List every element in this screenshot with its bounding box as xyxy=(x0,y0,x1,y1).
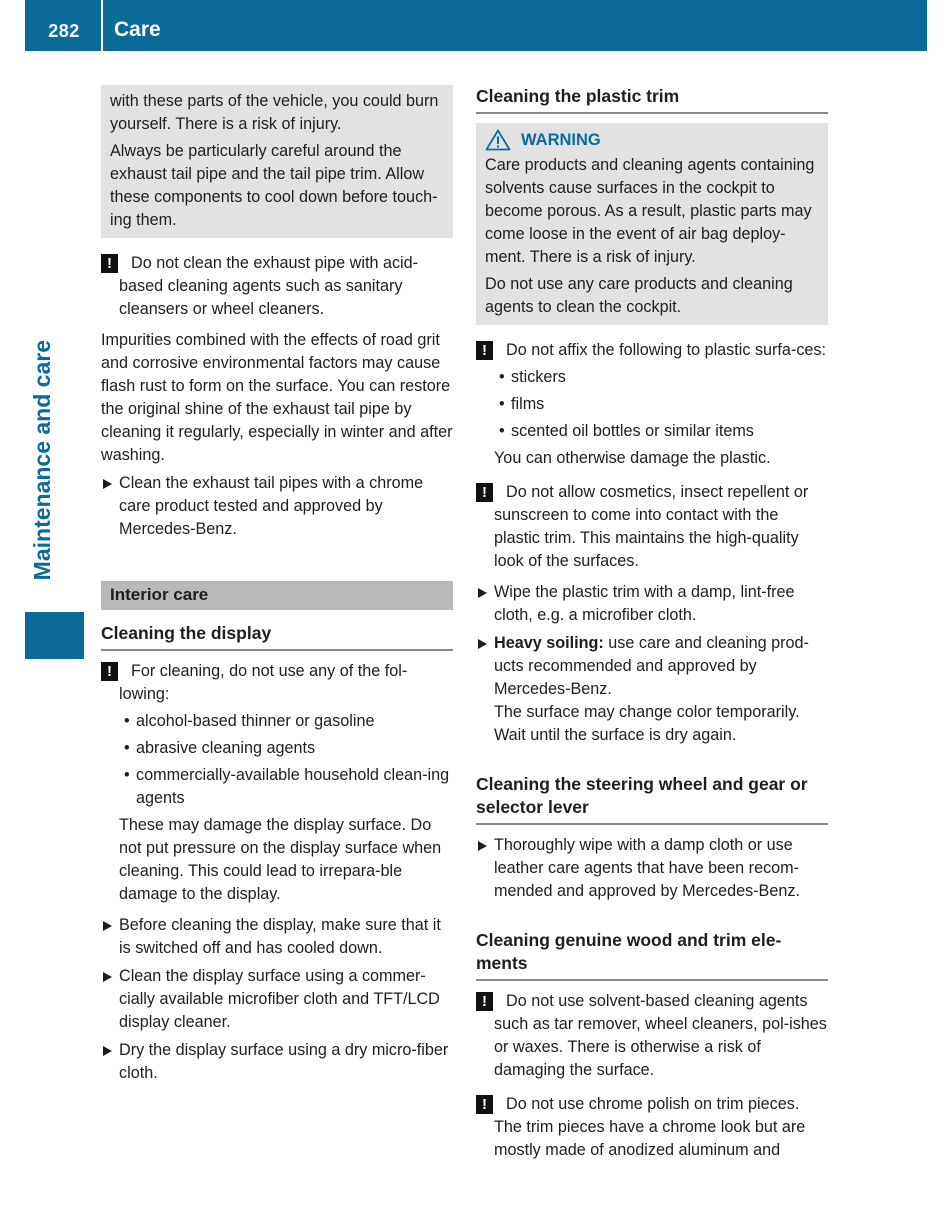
step-text: Thoroughly wipe with a damp cloth or use leather care agents that have been recom-mended and approved by Mercedes-Benz. xyxy=(494,836,800,900)
warning-text: with these parts of the vehicle, you could burn yourself. There is a risk of injury. xyxy=(110,92,439,133)
warning-text: Care products and cleaning agents containing solvents cause surfaces in the cockpit to become porous. As a result, plastic parts may come loose in the event of air bag deploy-ment. There is a risk of injury. xyxy=(485,156,815,266)
warning-triangle-icon xyxy=(485,129,511,151)
exclamation-icon: ! xyxy=(476,483,493,502)
step-text: Clean the display surface using a commer-cially available microfiber cloth and TFT/LCD display cleaner. xyxy=(119,967,440,1031)
note-text: Do not use chrome polish on trim pieces. The trim pieces have a chrome look but are mostly made of anodized aluminum and xyxy=(494,1095,806,1159)
paragraph-impurities: Impurities combined with the effects of road grit and corrosive environmental factors may cause flash rust to form on the surface. You can restore the original shine of the exhaust tail pipe by cleaning it regularly, especially in winter and after washing. xyxy=(101,331,453,464)
note-exhaust xyxy=(101,252,453,321)
arrow-right-icon xyxy=(478,841,487,851)
step-chrome xyxy=(101,472,453,541)
note-display xyxy=(101,660,453,906)
arrow-right-icon xyxy=(103,479,112,489)
note-text: Do not affix the following to plastic surfa-ces: xyxy=(506,341,827,359)
header-divider xyxy=(101,0,103,51)
note-text: You can otherwise damage the plastic. xyxy=(494,449,771,467)
warning-text: Do not use any care products and cleaning agents to clean the cockpit. xyxy=(485,275,793,316)
step-label: Heavy soiling: xyxy=(494,634,604,652)
step-heavy-soiling xyxy=(476,632,828,747)
list-item: • films xyxy=(494,393,828,416)
display-heading: Cleaning the display xyxy=(101,622,453,651)
warning-text: Always be particularly careful around the exhaust tail pipe and the tail pipe trim. Allow these components to cool down before touch-ing them. xyxy=(110,142,438,229)
step-steering xyxy=(476,834,828,903)
warning-label: WARNING xyxy=(521,131,601,149)
exclamation-icon: ! xyxy=(476,1095,493,1114)
step-text: The surface may change color temporarily. Wait until the surface is dry again. xyxy=(494,703,800,744)
note-text: Do not use solvent-based cleaning agents such as tar remover, wheel cleaners, pol-ishes or waxes. There is otherwise a risk of damaging the surface. xyxy=(494,992,827,1079)
step-wipe xyxy=(476,581,828,627)
note-text: Do not clean the exhaust pipe with acid-based cleaning agents such as sanitary cleansers or wheel cleaners. xyxy=(119,254,419,318)
step-display xyxy=(101,965,453,1034)
step-text: Dry the display surface using a dry micro-fiber cloth. xyxy=(119,1041,449,1082)
affix-bullet-list xyxy=(494,366,828,443)
step-text: Clean the exhaust tail pipes with a chrome care product tested and approved by Mercedes-Benz. xyxy=(119,474,424,538)
interior-care-heading: Interior care xyxy=(101,581,453,610)
note-wood xyxy=(476,990,828,1082)
plastic-trim-heading: Cleaning the plastic trim xyxy=(476,85,828,114)
step-display xyxy=(101,914,453,960)
side-tab-marker xyxy=(25,612,84,659)
list-item: • abrasive cleaning agents xyxy=(119,737,453,760)
step-text: Before cleaning the display, make sure that it is switched off and has cooled down. xyxy=(119,916,441,957)
arrow-right-icon xyxy=(103,1046,112,1056)
list-item: • commercially-available household clean-ing agents xyxy=(119,764,453,810)
arrow-right-icon xyxy=(478,639,487,649)
steering-heading: Cleaning the steering wheel and gear or selector lever xyxy=(476,773,828,825)
wood-heading: Cleaning genuine wood and trim ele-ments xyxy=(476,929,828,981)
page-number: 282 xyxy=(48,21,80,41)
list-item: • stickers xyxy=(494,366,828,389)
note-affix xyxy=(476,339,828,470)
exclamation-icon: ! xyxy=(101,662,118,681)
note-cosmetics xyxy=(476,481,828,573)
exclamation-icon: ! xyxy=(476,341,493,360)
right-column xyxy=(476,85,828,1162)
list-item: • scented oil bottles or similar items xyxy=(494,420,828,443)
left-column xyxy=(101,85,453,1085)
note-text: These may damage the display surface. Do not put pressure on the display surface when cleaning. This could lead to irrepara-ble damage to the display. xyxy=(119,816,442,903)
list-item: • alcohol-based thinner or gasoline xyxy=(119,710,453,733)
warning-box xyxy=(476,123,828,325)
exclamation-icon: ! xyxy=(101,254,118,273)
warning-continuation xyxy=(101,85,453,238)
side-tab-label: Maintenance and care xyxy=(29,340,55,581)
warning-title xyxy=(485,128,820,152)
step-display xyxy=(101,1039,453,1085)
note-text: For cleaning, do not use any of the fol-lowing: xyxy=(119,662,408,703)
note-chrome-polish xyxy=(476,1093,828,1162)
step-text: Wipe the plastic trim with a damp, lint-free cloth, e.g. a microfiber cloth. xyxy=(494,583,795,624)
note-text: Do not allow cosmetics, insect repellent or sunscreen to come into contact with the plastic trim. This maintains the high-quality look of the surfaces. xyxy=(494,483,809,570)
arrow-right-icon xyxy=(478,588,487,598)
exclamation-icon: ! xyxy=(476,992,493,1011)
arrow-right-icon xyxy=(103,972,112,982)
step-text: use care and cleaning prod-ucts recommended and approved by Mercedes-Benz. xyxy=(494,634,809,698)
display-bullet-list xyxy=(119,710,453,810)
arrow-right-icon xyxy=(103,921,112,931)
section-title: Care xyxy=(114,18,161,41)
